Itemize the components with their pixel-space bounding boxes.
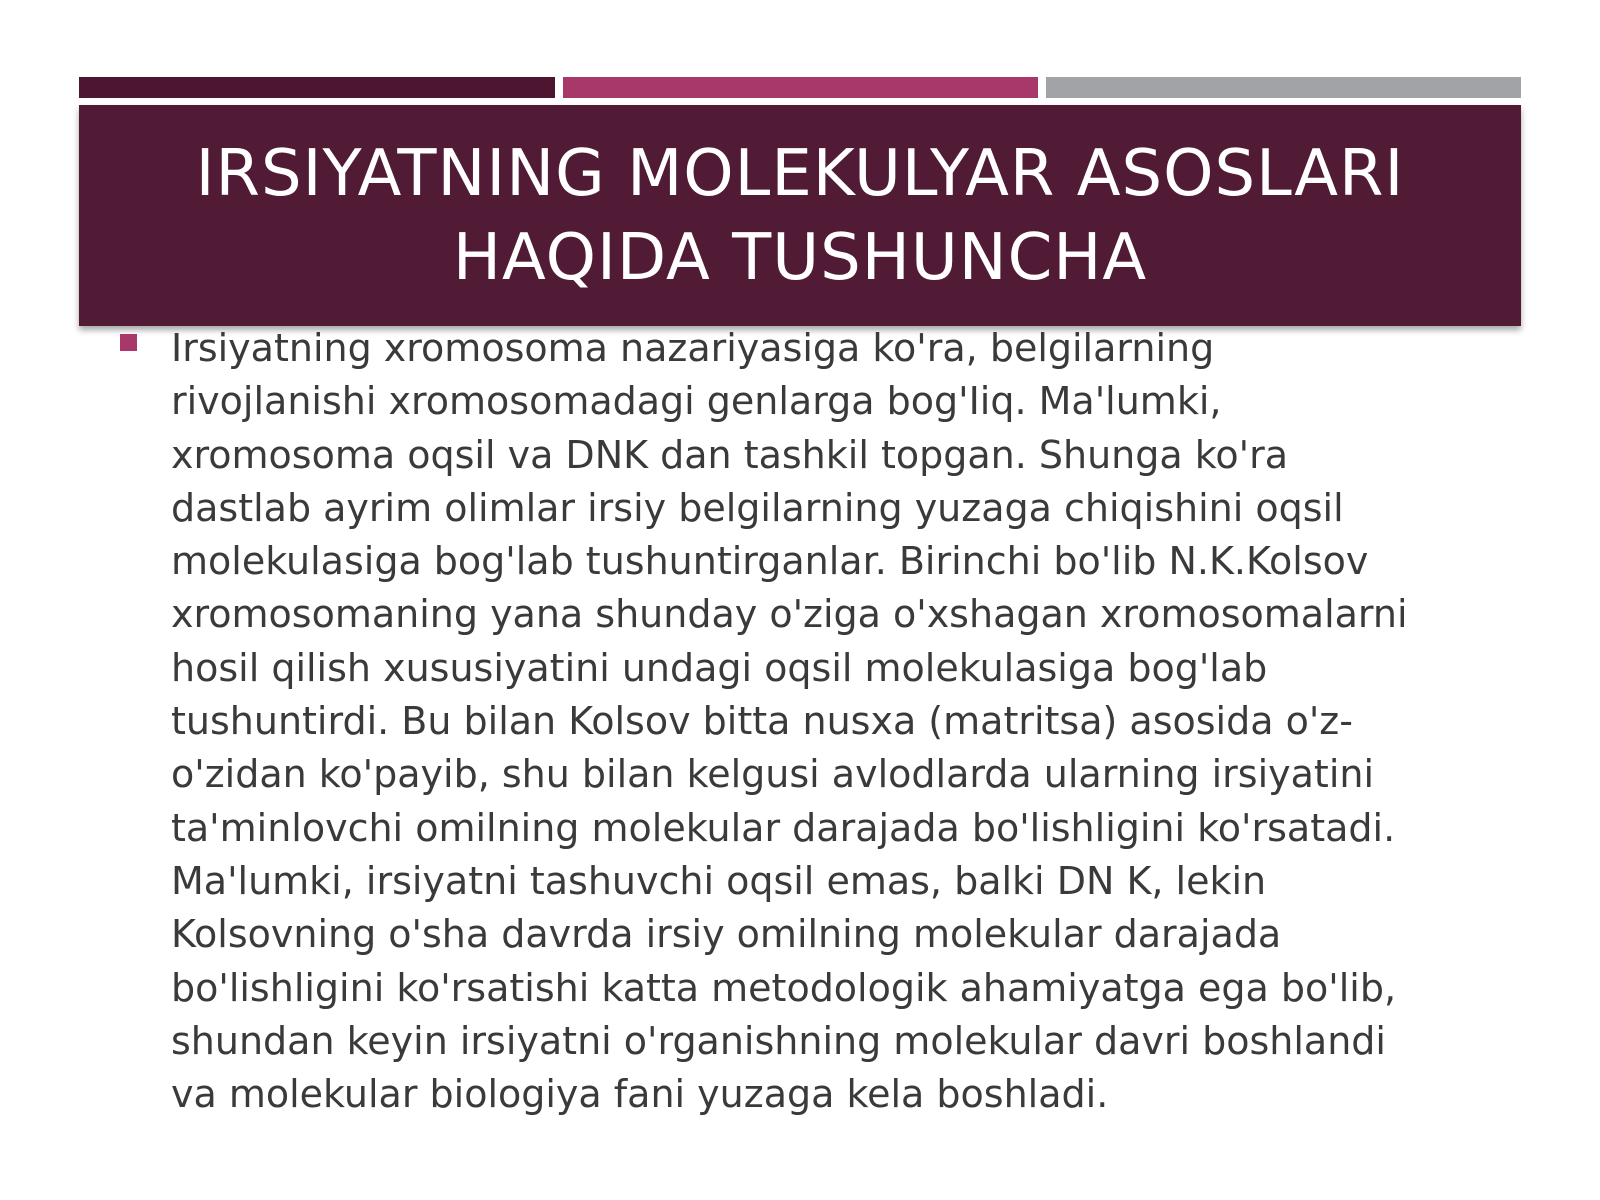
bullet-square-icon bbox=[120, 334, 137, 351]
slide-title bbox=[150, 132, 1450, 300]
accent-bar-magenta bbox=[563, 77, 1038, 98]
body-paragraph: Irsiyatning xromosoma nazariyasiga ko'ra, belgilarning rivojlanishi xromosomadagi genlarga bog'Iiq. Ma'lumki, xromosoma oqsil va DNK dan tashkil topgan. Shunga ko'ra dastlab ayrim olimlar irsiy belgilarning yuzaga chiqishini oqsil molekulasiga bog'lab tushuntirganlar. Birinchi bo'lib N.K.Kolsov xromosomaning yana shunday o'ziga o'xshagan xromosomalarni hosil qilish xususiyatini undagi oqsil molekulasiga bog'lab tushuntirdi. Bu bilan Kolsov bitta nusxa (matritsa) asosida o'z- o'zidan ko'payib, shu bilan kelgusi avlodlarda ularning irsiyatini ta'minlovchi omilning molekular darajada bo'lishligini ko'rsatadi. Ma'lumki, irsiyatni tashuvchi oqsil emas, balki DN K, lekin Kolsovning o'sha davrda irsiy omilning molekular darajada bo'lishligini ko'rsatishi katta metodologik ahamiyatga ega bo'lib, shundan keyin irsiyatni o'rganishning molekular davri boshlandi va molekular biologiya fani yuzaga kela boshladi. bbox=[171, 326, 1408, 1117]
slide-title-line-1: IRSIYATNING MOLEKULYAR ASOSLARI bbox=[195, 136, 1405, 211]
accent-bar-gray bbox=[1046, 77, 1521, 98]
title-band bbox=[79, 105, 1521, 326]
accent-bar-dark bbox=[79, 77, 555, 98]
slide-title-line-2: HAQIDA TUSHUNCHA bbox=[452, 220, 1148, 295]
